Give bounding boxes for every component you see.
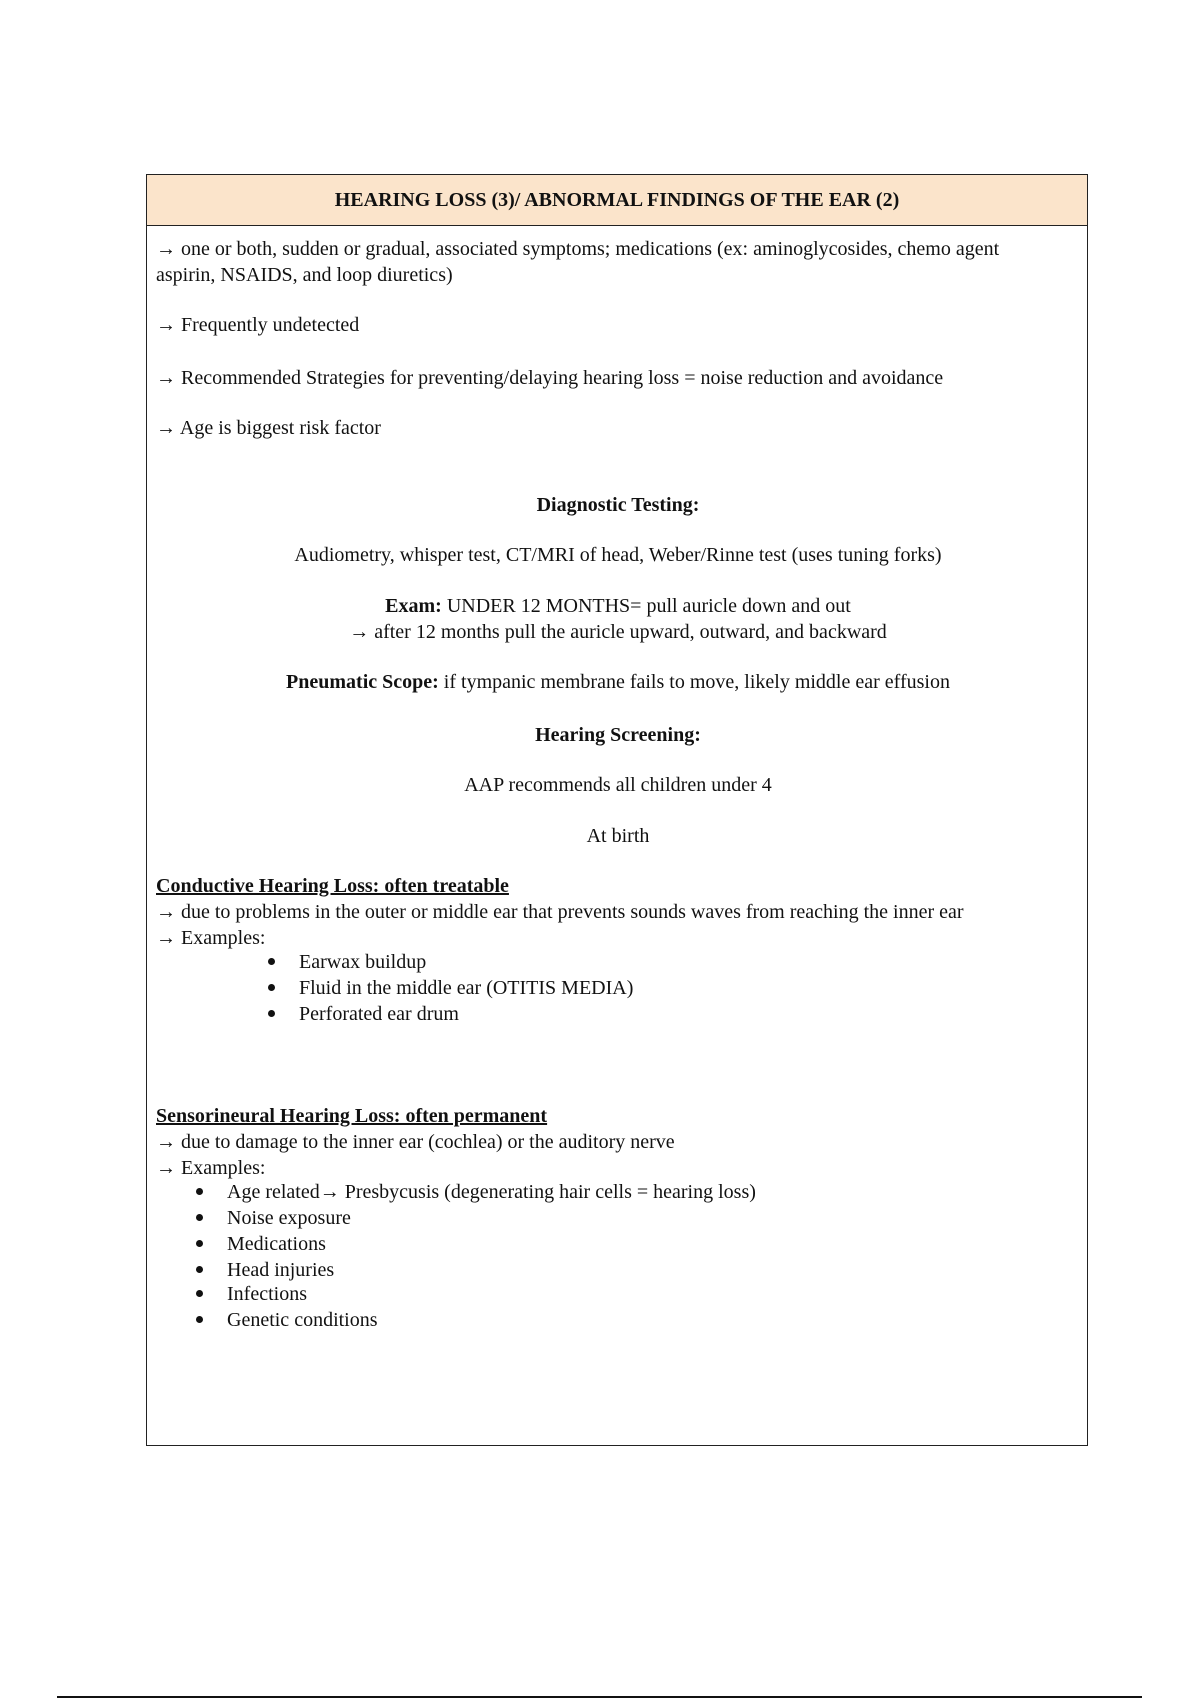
diagnostic-heading: Diagnostic Testing: (536, 494, 700, 516)
screening-line-2: At birth (586, 825, 650, 847)
conductive-heading: Conductive Hearing Loss: often treatable (156, 875, 509, 897)
intro-line-1a: → one or both, sudden or gradual, associated symptoms; medications (ex: aminoglycosides, chemo agent (156, 238, 1000, 260)
screening-heading: Hearing Screening: (535, 724, 701, 746)
list-item: Perforated ear drum (268, 1001, 459, 1027)
bullet-icon (196, 1266, 203, 1273)
screening-line-1: AAP recommends all children under 4 (464, 774, 772, 796)
bullet-icon (196, 1214, 203, 1221)
diagnostic-tests: Audiometry, whisper test, CT/MRI of head, Weber/Rinne test (uses tuning forks) (294, 544, 942, 566)
card-title: HEARING LOSS (3)/ ABNORMAL FINDINGS OF THE EAR (2) (147, 175, 1087, 226)
intro-line-4: → Age is biggest risk factor (156, 417, 381, 439)
notes-card (146, 174, 1088, 1446)
list-item: Noise exposure (196, 1205, 351, 1231)
intro-line-3: → Recommended Strategies for preventing/delaying hearing loss = noise reduction and avoidance (156, 367, 944, 389)
bullet-icon (268, 958, 275, 965)
list-item: Medications (196, 1231, 326, 1257)
bullet-icon (196, 1188, 203, 1195)
sensorineural-line-2: → Examples: (156, 1157, 266, 1179)
conductive-line-1: → due to problems in the outer or middle ear that prevents sounds waves from reaching the inner ear (156, 901, 964, 923)
page-divider (57, 1696, 1142, 1698)
bullet-icon (268, 984, 275, 991)
bullet-icon (196, 1316, 203, 1323)
sensorineural-line-1: → due to damage to the inner ear (cochlea) or the auditory nerve (156, 1131, 675, 1153)
scope-line: Pneumatic Scope: if tympanic membrane fails to move, likely middle ear effusion (286, 671, 950, 693)
intro-line-2: → Frequently undetected (156, 314, 360, 336)
intro-line-1b: aspirin, NSAIDS, and loop diuretics) (156, 264, 453, 286)
list-item: Head injuries (196, 1257, 334, 1283)
bullet-icon (196, 1240, 203, 1247)
exam-line-2: → after 12 months pull the auricle upward, outward, and backward (349, 621, 887, 643)
exam-line: Exam: UNDER 12 MONTHS= pull auricle down and out (385, 595, 851, 617)
bullet-icon (268, 1010, 275, 1017)
list-item: Infections (196, 1281, 307, 1307)
list-item: Fluid in the middle ear (OTITIS MEDIA) (268, 975, 633, 1001)
bullet-icon (196, 1290, 203, 1297)
list-item: Genetic conditions (196, 1307, 378, 1333)
conductive-line-2: → Examples: (156, 927, 266, 949)
list-item: Age related→ Presbycusis (degenerating hair cells = hearing loss) (196, 1179, 756, 1205)
list-item: Earwax buildup (268, 949, 426, 975)
sensorineural-heading: Sensorineural Hearing Loss: often permanent (156, 1105, 548, 1127)
